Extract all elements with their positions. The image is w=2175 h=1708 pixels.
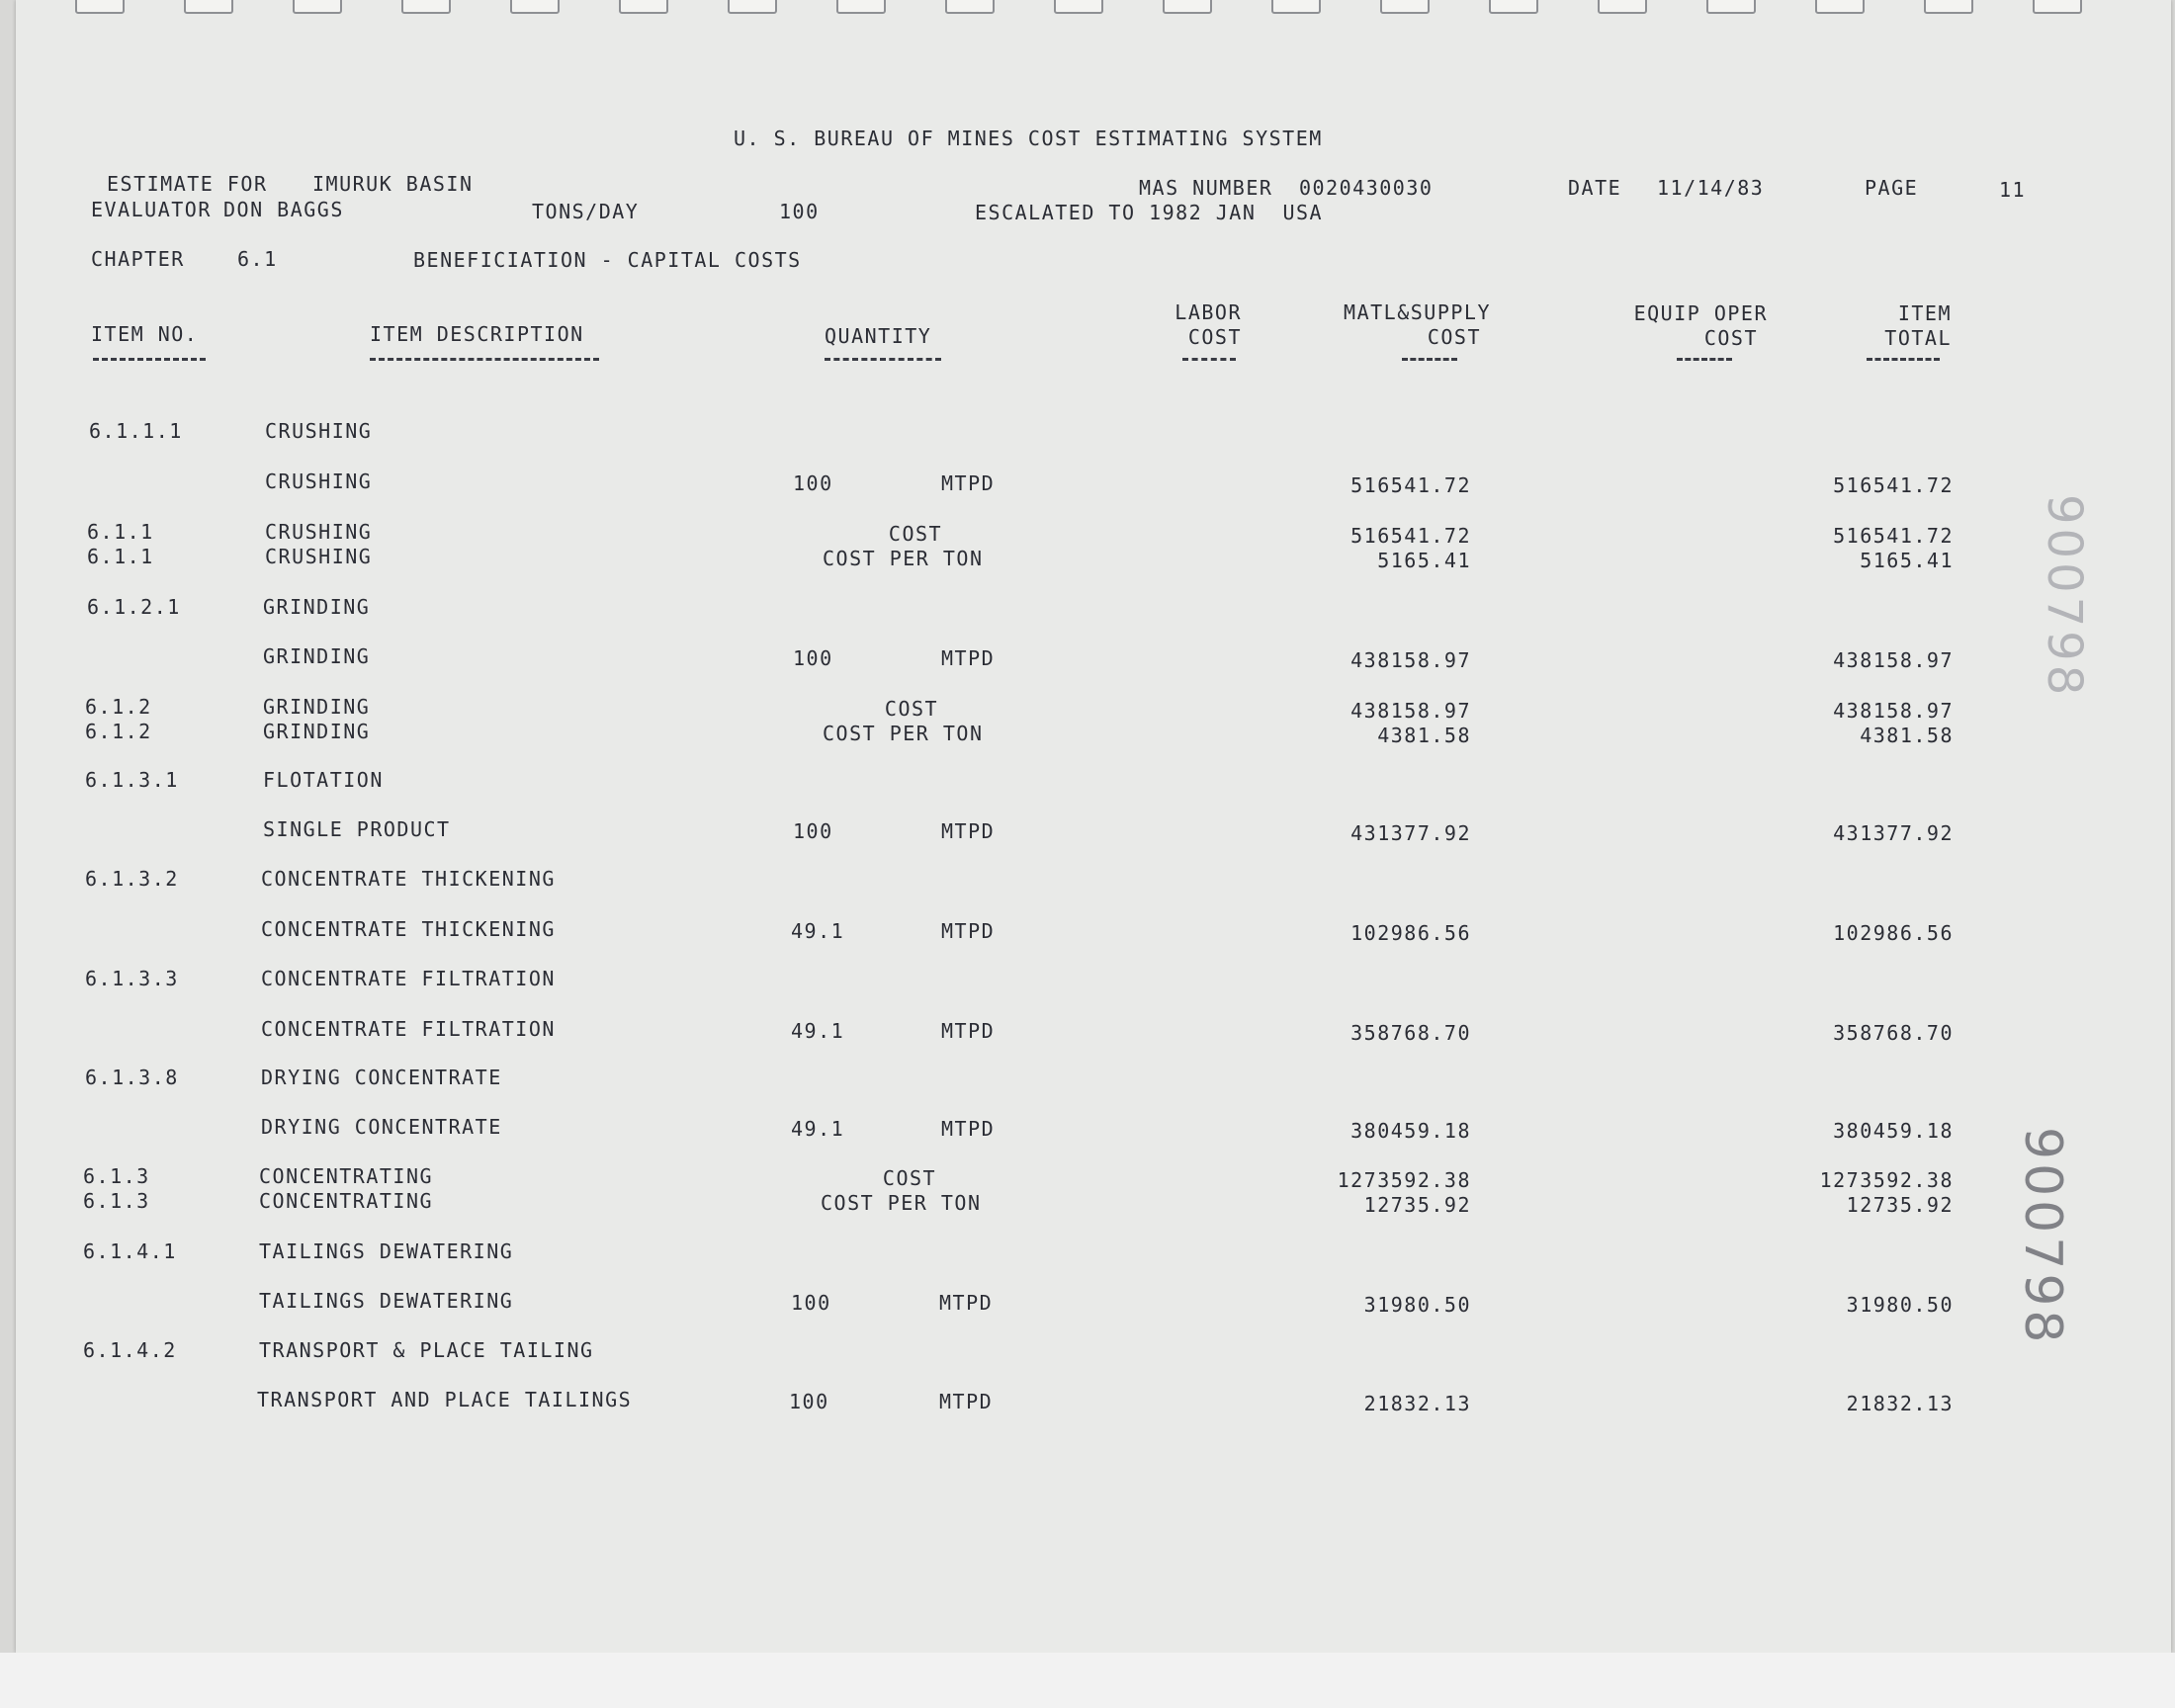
col-matl-line1: MATL&SUPPLY — [1344, 300, 1491, 324]
row-quantity: COST PER TON — [823, 547, 984, 570]
row-matl-cost: 516541.72 — [1350, 524, 1471, 548]
row-description: CRUSHING — [265, 419, 373, 443]
col-matl-line2: COST — [1427, 325, 1481, 349]
feed-hole — [293, 0, 342, 14]
row-description: GRINDING — [263, 720, 371, 743]
underline-matl — [1402, 358, 1457, 361]
row-description: CONCENTRATE FILTRATION — [261, 967, 556, 990]
chapter-label: CHAPTER — [91, 247, 185, 271]
row-item-total: 31980.50 — [1846, 1293, 1954, 1317]
row-description: CONCENTRATE THICKENING — [261, 917, 556, 941]
row-matl-cost: 4381.58 — [1377, 724, 1471, 747]
evaluator-label: EVALUATOR — [91, 198, 212, 221]
col-labor-line2: COST — [1187, 325, 1242, 349]
row-description: CRUSHING — [265, 545, 373, 568]
mas-number-label: MAS NUMBER — [1139, 176, 1273, 200]
row-quantity: COST — [884, 697, 939, 721]
col-total-line1: ITEM — [1897, 301, 1952, 325]
system-title: U. S. BUREAU OF MINES COST ESTIMATING SYSTEM — [734, 127, 1323, 150]
row-description: CONCENTRATING — [259, 1164, 434, 1188]
row-item-total: 380459.18 — [1833, 1119, 1954, 1143]
feed-hole — [945, 0, 995, 14]
page-number: 11 — [1999, 178, 2027, 202]
row-matl-cost: 516541.72 — [1350, 473, 1471, 497]
row-matl-cost: 1273592.38 — [1337, 1168, 1471, 1192]
row-unit: MTPD — [941, 819, 996, 843]
row-item-no: 6.1.1 — [87, 520, 154, 544]
row-description: FLOTATION — [263, 768, 384, 792]
row-quantity: 100 — [793, 646, 833, 670]
underline-item-no — [93, 358, 206, 361]
row-item-no: 6.1.1.1 — [89, 419, 183, 443]
row-description: GRINDING — [263, 644, 371, 668]
feed-hole — [728, 0, 777, 14]
row-quantity: COST PER TON — [823, 722, 984, 745]
row-item-no: 6.1.3.3 — [85, 967, 179, 990]
row-item-total: 21832.13 — [1846, 1392, 1954, 1415]
feed-hole — [75, 0, 125, 14]
row-item-no: 6.1.2.1 — [87, 595, 181, 619]
page-label: PAGE — [1865, 176, 1919, 200]
col-quantity: QUANTITY — [825, 324, 932, 348]
row-quantity: 100 — [791, 1291, 831, 1315]
row-unit: MTPD — [941, 646, 996, 670]
row-matl-cost: 21832.13 — [1363, 1392, 1471, 1415]
row-unit: MTPD — [941, 1117, 996, 1141]
row-matl-cost: 438158.97 — [1350, 648, 1471, 672]
feed-hole — [619, 0, 668, 14]
row-quantity: 100 — [793, 471, 833, 495]
row-item-no: 6.1.4.2 — [83, 1338, 177, 1362]
row-description: CRUSHING — [265, 520, 373, 544]
feed-hole — [1054, 0, 1103, 14]
row-item-total: 431377.92 — [1833, 821, 1954, 845]
col-equip-line2: COST — [1703, 326, 1758, 350]
row-description: TAILINGS DEWATERING — [259, 1289, 514, 1313]
row-matl-cost: 12735.92 — [1363, 1193, 1471, 1217]
row-item-no: 6.1.2 — [85, 720, 152, 743]
bleed-through-stamp: 900798 — [2037, 494, 2092, 700]
row-item-no: 6.1.3 — [83, 1189, 150, 1213]
row-item-total: 4381.58 — [1860, 724, 1954, 747]
row-item-no: 6.1.3 — [83, 1164, 150, 1188]
row-item-total: 102986.56 — [1833, 921, 1954, 945]
col-total-line2: TOTAL — [1884, 326, 1952, 350]
feed-hole — [836, 0, 886, 14]
feed-hole — [1380, 0, 1430, 14]
row-item-no: 6.1.3.8 — [85, 1066, 179, 1089]
row-matl-cost: 31980.50 — [1363, 1293, 1471, 1317]
row-unit: MTPD — [941, 1019, 996, 1043]
mas-number-value: 0020430030 — [1299, 176, 1434, 200]
row-description: CONCENTRATE THICKENING — [261, 867, 556, 891]
row-quantity: 100 — [793, 819, 833, 843]
row-matl-cost: 431377.92 — [1350, 821, 1471, 845]
underline-labor — [1182, 358, 1236, 361]
estimate-for-label: ESTIMATE FOR — [107, 172, 268, 196]
estimate-for-value: IMURUK BASIN — [312, 172, 474, 196]
row-matl-cost: 102986.56 — [1350, 921, 1471, 945]
row-item-total: 438158.97 — [1833, 648, 1954, 672]
tons-day-label: TONS/DAY — [532, 200, 640, 223]
row-item-total: 12735.92 — [1846, 1193, 1954, 1217]
row-item-no: 6.1.1 — [87, 545, 154, 568]
feed-hole — [1815, 0, 1865, 14]
row-item-no: 6.1.3.1 — [85, 768, 179, 792]
row-matl-cost: 380459.18 — [1350, 1119, 1471, 1143]
feed-hole — [184, 0, 233, 14]
col-item-description: ITEM DESCRIPTION — [370, 322, 584, 346]
row-item-total: 358768.70 — [1833, 1021, 1954, 1045]
row-description: CONCENTRATING — [259, 1189, 434, 1213]
escalated-text: ESCALATED TO 1982 JAN USA — [975, 201, 1324, 224]
row-item-total: 438158.97 — [1833, 699, 1954, 723]
col-item-no: ITEM NO. — [91, 322, 199, 346]
feed-hole — [1271, 0, 1321, 14]
feed-hole — [2033, 0, 2082, 14]
row-item-total: 5165.41 — [1860, 549, 1954, 572]
row-description: GRINDING — [263, 595, 371, 619]
feed-hole — [1706, 0, 1756, 14]
row-description: GRINDING — [263, 695, 371, 719]
row-description: TRANSPORT & PLACE TAILING — [259, 1338, 594, 1362]
row-quantity: 49.1 — [791, 1019, 845, 1043]
underline-total — [1867, 358, 1940, 361]
row-matl-cost: 438158.97 — [1350, 699, 1471, 723]
row-unit: MTPD — [939, 1291, 994, 1315]
underline-description — [370, 358, 599, 361]
scan-margin — [0, 1653, 2175, 1708]
row-description: DRYING CONCENTRATE — [261, 1066, 502, 1089]
row-matl-cost: 358768.70 — [1350, 1021, 1471, 1045]
evaluator-value: DON BAGGS — [223, 198, 344, 221]
underline-equip — [1677, 358, 1732, 361]
feed-hole — [510, 0, 560, 14]
row-description: CRUSHING — [265, 470, 373, 493]
row-unit: MTPD — [941, 471, 996, 495]
row-quantity: 49.1 — [791, 919, 845, 943]
document-stamp-number: 900798 — [2013, 1127, 2072, 1347]
feed-hole — [1489, 0, 1538, 14]
row-item-no: 6.1.2 — [85, 695, 152, 719]
col-labor-line1: LABOR — [1174, 300, 1242, 324]
report-page — [16, 0, 2171, 1653]
row-unit: MTPD — [941, 919, 996, 943]
row-description: TAILINGS DEWATERING — [259, 1239, 514, 1263]
feed-hole — [401, 0, 451, 14]
date-label: DATE — [1568, 176, 1622, 200]
row-quantity: COST — [882, 1166, 937, 1190]
tractor-feed-holes — [75, 0, 2151, 16]
row-quantity: COST PER TON — [821, 1191, 982, 1215]
row-item-total: 516541.72 — [1833, 473, 1954, 497]
chapter-title: BENEFICIATION - CAPITAL COSTS — [413, 248, 802, 272]
feed-hole — [1924, 0, 1973, 14]
row-quantity: 49.1 — [791, 1117, 845, 1141]
row-description: SINGLE PRODUCT — [263, 817, 451, 841]
col-equip-line1: EQUIP OPER — [1633, 301, 1768, 325]
date-value: 11/14/83 — [1657, 176, 1765, 200]
underline-quantity — [825, 358, 941, 361]
row-matl-cost: 5165.41 — [1377, 549, 1471, 572]
row-quantity: 100 — [789, 1390, 829, 1413]
row-unit: MTPD — [939, 1390, 994, 1413]
tons-day-value: 100 — [779, 200, 820, 223]
row-description: DRYING CONCENTRATE — [261, 1115, 502, 1139]
row-description: CONCENTRATE FILTRATION — [261, 1017, 556, 1041]
row-item-total: 516541.72 — [1833, 524, 1954, 548]
chapter-number: 6.1 — [237, 247, 278, 271]
row-quantity: COST — [888, 522, 943, 546]
row-item-total: 1273592.38 — [1819, 1168, 1954, 1192]
feed-hole — [1598, 0, 1647, 14]
feed-hole — [1163, 0, 1212, 14]
row-item-no: 6.1.4.1 — [83, 1239, 177, 1263]
row-description: TRANSPORT AND PLACE TAILINGS — [257, 1388, 633, 1411]
row-item-no: 6.1.3.2 — [85, 867, 179, 891]
